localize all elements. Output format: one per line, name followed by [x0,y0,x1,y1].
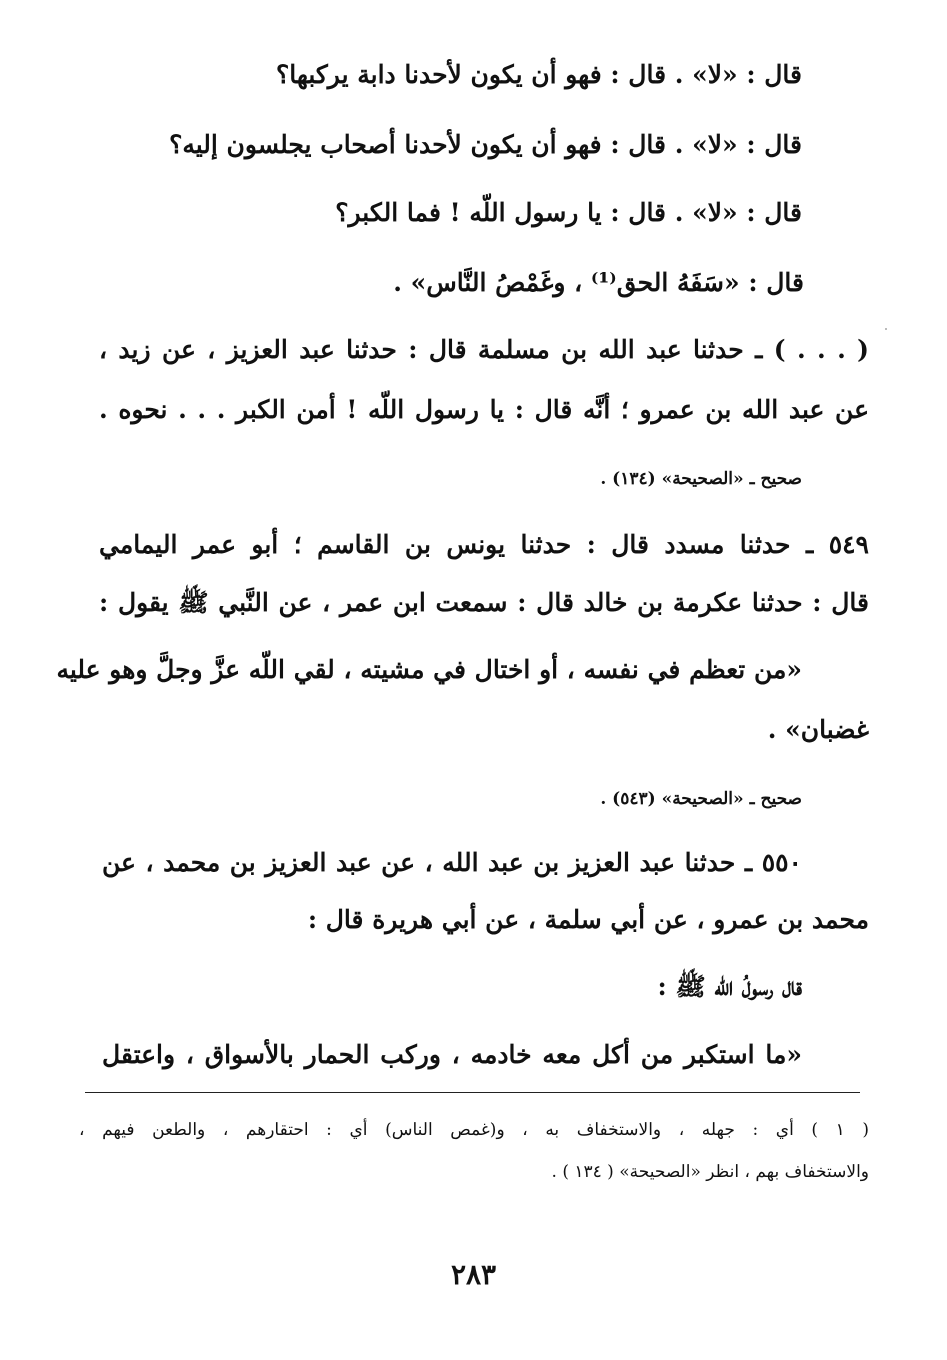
text-line: عن عبد الله بن عمرو ؛ أنَّه قال : يا رسول اللّه ! أمن الكبر . . . نحوه . [99,395,869,424]
text-line: غضبان» . [767,715,869,744]
text-line: «من تعظم في نفسه ، أو اختال في مشيته ، لقي اللّه عزَّ وجلَّ وهو عليه [56,655,802,684]
text-line: ( . . . ) ـ حدثنا عبد الله بن مسلمة قال : حدثنا عبد العزيز ، عن زيد ، [99,335,869,364]
text-line: قال : حدثنا عكرمة بن خالد قال : سمعت ابن عمر ، عن النَّبي ﷺ يقول : [99,588,869,617]
hadith-550-line: ٥٥٠ ـ حدثنا عبد العزيز بن عبد الله ، عن عبد العزيز بن محمد ، عن [102,848,802,877]
hadith-549-line: ٥٤٩ ـ حدثنا مسدد قال : حدثنا يونس بن القاسم ؛ أبو عمر اليمامي [99,530,869,559]
footnote-separator [85,1092,860,1093]
page-number: ٢٨٣ [450,1258,497,1291]
text-line: محمد بن عمرو ، عن أبي سلمة ، عن أبي هريرة قال : [307,905,869,934]
text-line: قال : «لا» . قال : فهو أن يكون لأحدنا دابة يركبها؟ [275,60,802,89]
text-line: «ما استكبر من أكل معه خادمه ، وركب الحمار بالأسواق ، واعتقل [102,1040,802,1069]
text-line: قال : «سَفَهُ الحق⁽¹⁾ ، وغَمْصُ النَّاس» . [393,268,804,297]
footnote-line: ( ١ ) أي : جهله ، والاستخفاف به ، و(غمص الناس) أي : احتقارهم ، والطعن فيهم ، [79,1120,869,1140]
grading-note: صحيح ـ «الصحيحة» (٥٤٣) . [600,789,802,809]
grading-note: صحيح ـ «الصحيحة» (١٣٤) . [600,469,802,489]
footnote-line: والاستخفاف بهم ، انظر «الصحيحة» ( ١٣٤ ) . [551,1162,869,1182]
margin-mark [885,328,887,330]
text-line: قال : «لا» . قال : فهو أن يكون لأحدنا أصحاب يجلسون إليه؟ [169,130,802,159]
text-line: قال : «لا» . قال : يا رسول اللّه ! فما الكبر؟ [335,198,802,227]
text-line: قال رسولُ اللّه ﷺ : [657,972,802,1001]
